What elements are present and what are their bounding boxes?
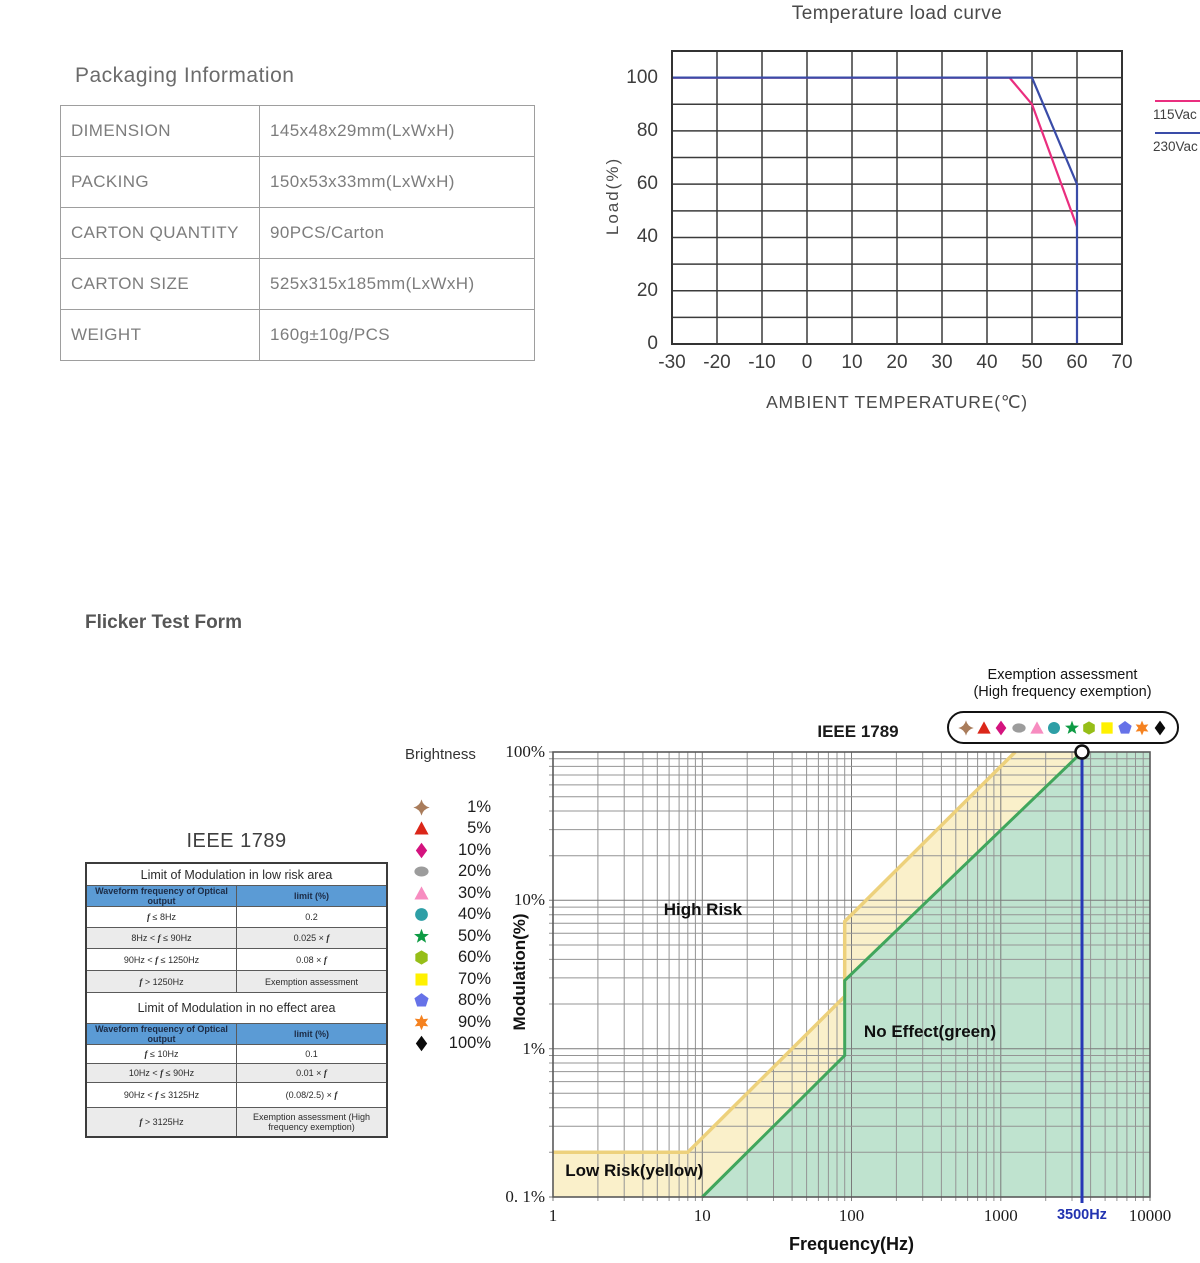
brightness-legend-label: 100%	[448, 1033, 491, 1052]
flicker-risk-chart	[553, 752, 1150, 1197]
brightness-legend-label: 60%	[457, 948, 491, 967]
region-label: Low Risk(yellow)	[565, 1160, 704, 1180]
ieee-column-header-row	[86, 886, 387, 907]
temp-y-tick: 0	[647, 333, 658, 354]
flicker-x-tick: 100	[838, 1206, 865, 1225]
triangle-icon	[976, 720, 992, 736]
flicker-x-tick: 10000	[1128, 1206, 1172, 1225]
brightness-legend-item	[413, 818, 491, 839]
ieee-limit-cell: 0.01 × f	[237, 1064, 388, 1083]
ieee-data-row	[86, 928, 387, 949]
legend-line-230Vac	[1155, 132, 1200, 134]
brightness-legend-item	[413, 969, 491, 990]
region-label: High Risk	[663, 900, 743, 920]
ieee-frequency-cell: 90Hz < f ≤ 3125Hz	[86, 1083, 237, 1108]
legend-label-230Vac: 230Vac	[1153, 139, 1198, 154]
ieee-limit-cell: 0.2	[237, 907, 388, 928]
sparkle-icon	[413, 799, 430, 816]
packaging-table	[60, 105, 535, 361]
temp-y-tick: 40	[636, 226, 658, 248]
flicker-x-tick: 1	[548, 1206, 558, 1225]
flicker-y-axis-label: Modulation(%)	[510, 913, 529, 1031]
diamond-icon	[413, 842, 430, 859]
diamond-icon	[1152, 720, 1168, 736]
packaging-row	[61, 259, 535, 310]
flicker-section-heading: Flicker Test Form	[85, 612, 242, 633]
temp-y-axis-label: Load(%)	[603, 156, 622, 236]
ellipse-icon	[413, 863, 430, 880]
brightness-legend-item	[413, 861, 491, 882]
star6-icon	[1134, 720, 1150, 736]
packaging-value: 90PCS/Carton	[260, 208, 535, 259]
packaging-value: 145x48x29mm(LxWxH)	[260, 106, 535, 157]
ieee-frequency-cell: f ≤ 8Hz	[86, 907, 237, 928]
ieee-data-row	[86, 971, 387, 993]
flicker-x-tick: 1000	[983, 1206, 1018, 1225]
brightness-legend-label: 50%	[457, 926, 491, 945]
packaging-value: 160g±10g/PCS	[260, 310, 535, 361]
packaging-label: CARTON SIZE	[61, 259, 260, 310]
ieee-data-row	[86, 1108, 387, 1138]
ieee-data-row	[86, 1045, 387, 1064]
square-icon	[1099, 720, 1115, 736]
pentagon-icon	[413, 992, 430, 1009]
brightness-legend-label: 70%	[457, 969, 491, 988]
temp-x-tick: -30	[658, 352, 686, 373]
packaging-row	[61, 208, 535, 259]
temp-x-tick: 10	[841, 352, 863, 373]
flicker-special-x-tick: 3500Hz	[1056, 1207, 1107, 1223]
brightness-legend-label: 20%	[457, 862, 491, 881]
ieee-frequency-cell: f > 3125Hz	[86, 1108, 237, 1138]
packaging-title: Packaging Information	[75, 64, 295, 87]
circle-icon	[413, 906, 430, 923]
ieee-frequency-cell: 10Hz < f ≤ 90Hz	[86, 1064, 237, 1083]
temp-y-tick: 20	[636, 279, 658, 301]
pentagon-icon	[1117, 720, 1133, 736]
brightness-legend-label: 30%	[457, 883, 491, 902]
triangle-icon	[413, 885, 430, 902]
ieee-frequency-cell: f > 1250Hz	[86, 971, 237, 993]
temp-x-tick: 70	[1111, 352, 1133, 373]
hexagon-icon	[1081, 720, 1097, 736]
flicker-x-axis-label: Frequency(Hz)	[788, 1234, 914, 1254]
flicker-y-tick: 1%	[522, 1038, 545, 1058]
brightness-legend-item	[413, 797, 491, 818]
ieee-data-row	[86, 907, 387, 928]
brightness-legend-label: 1%	[467, 798, 491, 816]
brightness-legend-label: 5%	[467, 819, 491, 838]
ieee-data-row	[86, 1083, 387, 1108]
ieee-limit-cell: Exemption assessment (High frequency exemption)	[237, 1108, 388, 1138]
region-label: No Effect(green)	[863, 1022, 997, 1042]
temp-chart-title: Temperature load curve	[791, 3, 1003, 24]
flicker-chart-title: IEEE 1789	[817, 722, 899, 741]
circle-icon	[1046, 720, 1062, 736]
brightness-legend-label: 80%	[457, 991, 491, 1010]
ieee-col-limit: limit (%)	[237, 886, 388, 907]
hexagon-icon	[413, 949, 430, 966]
square-icon	[413, 971, 430, 988]
diamond-icon	[993, 720, 1009, 736]
packaging-row	[61, 106, 535, 157]
flicker-x-tick: 10	[693, 1206, 711, 1225]
brightness-legend-label: 40%	[457, 905, 491, 924]
ieee-section-header-row	[86, 863, 387, 886]
brightness-legend-item	[413, 926, 491, 947]
ieee-frequency-cell: 8Hz < f ≤ 90Hz	[86, 928, 237, 949]
ieee-section-header-row	[86, 993, 387, 1024]
brightness-legend-title: Brightness	[405, 746, 476, 763]
exemption-markers-pill	[947, 711, 1179, 744]
temp-x-tick: -10	[748, 352, 776, 373]
packaging-row	[61, 157, 535, 208]
ieee-col-limit: limit (%)	[237, 1024, 388, 1045]
temp-y-tick: 100	[626, 66, 658, 88]
star5-icon	[413, 928, 430, 945]
brightness-legend-item	[413, 840, 491, 861]
temp-x-tick: 40	[976, 352, 998, 373]
temp-y-tick: 60	[636, 173, 658, 195]
brightness-legend-label: 10%	[457, 840, 491, 859]
triangle-icon	[413, 820, 430, 837]
ieee-limit-cell: 0.1	[237, 1045, 388, 1064]
ieee-limits-table	[85, 862, 388, 1138]
packaging-value: 150x53x33mm(LxWxH)	[260, 157, 535, 208]
brightness-legend-item	[413, 990, 491, 1011]
ieee-section-header: Limit of Modulation in low risk area	[86, 863, 387, 886]
ellipse-icon	[1011, 720, 1027, 736]
temp-x-tick: -20	[703, 352, 731, 373]
series-115Vac	[672, 78, 1077, 227]
star6-icon	[413, 1014, 430, 1031]
legend-label-115Vac: 115Vac	[1153, 107, 1197, 122]
triangle-icon	[1029, 720, 1045, 736]
ieee-data-row	[86, 949, 387, 971]
brightness-legend-item	[413, 1012, 491, 1033]
ieee-limit-cell: 0.025 × f	[237, 928, 388, 949]
packaging-value: 525x315x185mm(LxWxH)	[260, 259, 535, 310]
ieee-col-frequency: Waveform frequency of Optical output	[86, 1024, 237, 1045]
exemption-point-marker	[1076, 746, 1089, 759]
flicker-y-tick: 10%	[513, 890, 545, 910]
temperature-load-chart	[672, 51, 1122, 344]
ieee-limit-cell: (0.08/2.5) × f	[237, 1083, 388, 1108]
packaging-label: PACKING	[61, 157, 260, 208]
ieee-column-header-row	[86, 1024, 387, 1045]
temp-x-tick: 50	[1021, 352, 1043, 373]
temp-x-tick: 30	[931, 352, 953, 373]
packaging-label: WEIGHT	[61, 310, 260, 361]
temp-x-tick: 20	[886, 352, 908, 373]
ieee-frequency-cell: 90Hz < f ≤ 1250Hz	[86, 949, 237, 971]
ieee-limit-cell: Exemption assessment	[237, 971, 388, 993]
ieee-col-frequency: Waveform frequency of Optical output	[86, 886, 237, 907]
ieee-section-header: Limit of Modulation in no effect area	[86, 993, 387, 1024]
exemption-note-line1: Exemption assessment	[987, 667, 1138, 683]
brightness-legend-item	[413, 947, 491, 968]
flicker-y-tick: 0. 1%	[505, 1187, 545, 1206]
brightness-legend-label: 90%	[457, 1012, 491, 1031]
temp-grid	[672, 51, 1122, 344]
sparkle-icon	[958, 720, 974, 736]
flicker-y-tick: 100%	[505, 742, 545, 761]
ieee-data-row	[86, 1064, 387, 1083]
ieee-limit-cell: 0.08 × f	[237, 949, 388, 971]
temp-x-axis-label: AMBIENT TEMPERATURE(℃)	[766, 392, 1028, 412]
temp-x-tick: 0	[801, 352, 813, 373]
ieee-frequency-cell: f ≤ 10Hz	[86, 1045, 237, 1064]
star5-icon	[1064, 720, 1080, 736]
exemption-note-line2: (High frequency exemption)	[973, 684, 1152, 700]
diamond-icon	[413, 1035, 430, 1052]
ieee-table-title: IEEE 1789	[186, 830, 287, 852]
packaging-label: CARTON QUANTITY	[61, 208, 260, 259]
legend-line-115Vac	[1155, 100, 1200, 102]
temp-y-tick: 80	[636, 119, 658, 141]
packaging-row	[61, 310, 535, 361]
packaging-label: DIMENSION	[61, 106, 260, 157]
temp-x-tick: 60	[1066, 352, 1088, 373]
